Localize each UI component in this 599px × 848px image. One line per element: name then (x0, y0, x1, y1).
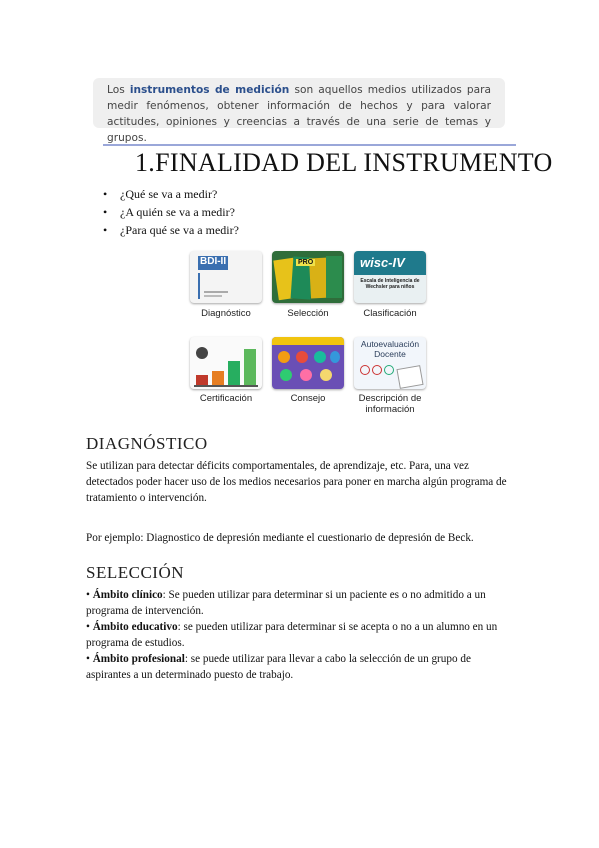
tile-caption-diagnostico: Diagnóstico (201, 308, 251, 319)
bdi-ii-logo-text: BDI-II (200, 256, 227, 267)
diagnostico-heading: DIAGNÓSTICO (86, 434, 208, 453)
item-term: Ámbito profesional (92, 653, 185, 665)
question-list (100, 185, 239, 239)
item-term: Ámbito educativo (92, 621, 178, 633)
selection-tests-image (272, 251, 344, 303)
diagnostico-paragraph: Se utilizan para detectar déficits comportamentales, de aprendizaje, etc. Para, una vez detectados poder hacer uso de los medios necesarios para poner en marcha algún programa de tratamiento o intervención. (86, 460, 507, 504)
question-item: • ¿Qué se va a medir? (100, 185, 239, 203)
item-text: : se puede utilizar para llevar a cabo la selección de un grupo de aspirantes a un determinado puesto de trabajo. (86, 653, 471, 681)
seleccion-list (86, 587, 516, 683)
purpose-image-grid (190, 251, 430, 421)
bdi-ii-cover-image (190, 251, 262, 303)
self-assessment-title-text: Autoevaluación Docente (360, 339, 420, 359)
seleccion-heading: SELECCIÓN (86, 563, 184, 582)
question-item: • ¿Para qué se va a medir? (100, 221, 239, 239)
seleccion-item-clinico (86, 587, 516, 619)
tile-caption-consejo: Consejo (290, 393, 326, 404)
tile-caption-certificacion: Certificación (199, 393, 253, 404)
callout-term: instrumentos de medición (129, 84, 290, 96)
item-text: : se pueden utilizar para determinar si se acepta o no a un alumno en un programa de estudios. (86, 621, 498, 649)
item-term: Ámbito clínico (92, 589, 163, 601)
callout-text-post: son aquellos medios utilizados para medir fenómenos, obtener información de hechos y para valorar actitudes, opiniones y creencias a través de una serie de temas y grupos. (107, 84, 491, 144)
question-item: • ¿A quién se va a medir? (100, 203, 239, 221)
item-bullet: • (86, 589, 93, 601)
diagnostico-example: Por ejemplo: Diagnostico de depresión mediante el cuestionario de depresión de Beck. (86, 532, 474, 544)
tile-caption-clasificacion: Clasificación (363, 308, 417, 319)
tile-caption-seleccion: Selección (287, 308, 329, 319)
seleccion-item-educativo (86, 619, 516, 651)
pro-logo-text: PRO (298, 259, 314, 266)
counseling-image (272, 337, 344, 389)
seleccion-item-profesional (86, 651, 516, 683)
wisc-subtitle-text: Escala de Inteligencia de Wechsler para niños (360, 278, 420, 290)
section-title: 1.FINALIDAD DEL INSTRUMENTO (135, 148, 553, 177)
certification-chart-image (190, 337, 262, 389)
item-bullet: • (86, 653, 93, 665)
item-text: : Se pueden utilizar para determinar si un paciente es o no admitido a un programa de intervención. (86, 589, 486, 617)
wisc-logo-text: wisc-IV (360, 255, 405, 270)
self-assessment-image (354, 337, 426, 389)
section-divider (103, 144, 516, 146)
item-bullet: • (86, 621, 93, 633)
callout-text-pre: Los (107, 84, 130, 96)
wisc-iv-cover-image (354, 251, 426, 303)
definition-callout (93, 78, 505, 144)
tile-caption-descripcion: Descripción de información (358, 393, 422, 415)
